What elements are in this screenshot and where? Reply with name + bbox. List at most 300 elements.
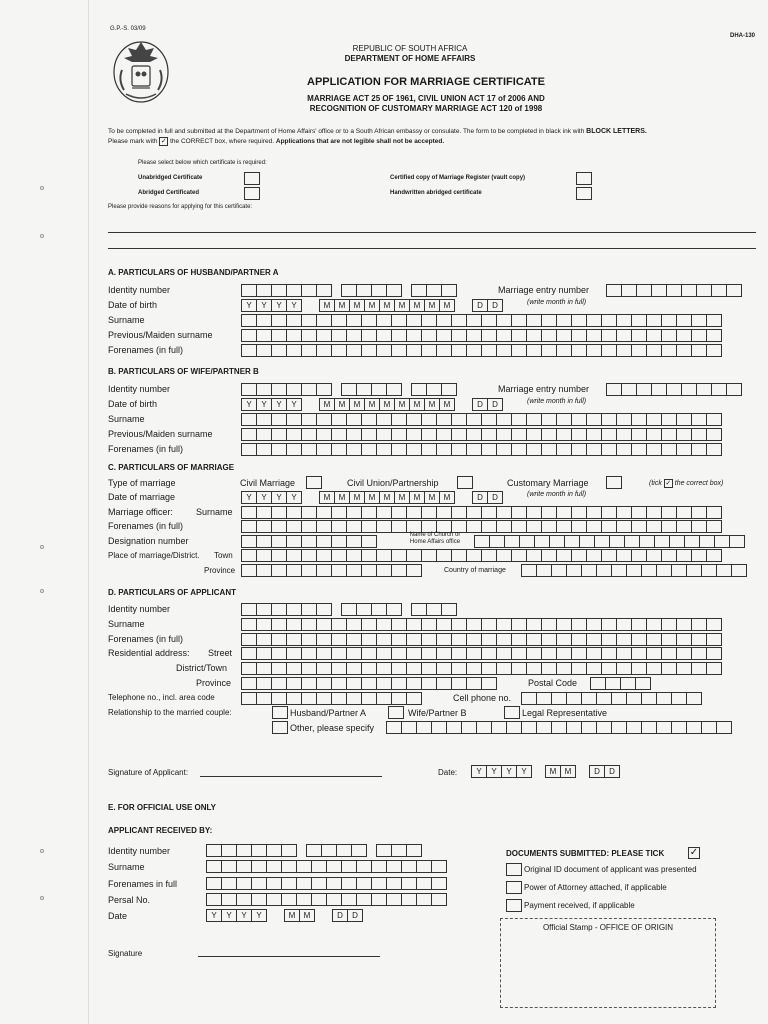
char-cell[interactable] (551, 692, 567, 705)
char-cell[interactable] (241, 383, 257, 396)
char-cell[interactable] (251, 860, 267, 873)
char-cell[interactable] (526, 520, 542, 533)
char-cell[interactable] (601, 314, 617, 327)
char-cell[interactable] (526, 443, 542, 456)
char-cell[interactable] (241, 520, 257, 533)
char-cell[interactable] (691, 413, 707, 426)
char-cell[interactable] (556, 314, 572, 327)
char-cell[interactable] (511, 413, 527, 426)
char-cell[interactable] (446, 721, 462, 734)
char-cell[interactable] (451, 647, 467, 660)
char-cell[interactable] (416, 721, 432, 734)
char-cell[interactable] (676, 329, 692, 342)
char-cell[interactable] (481, 428, 497, 441)
char-cell[interactable] (331, 314, 347, 327)
char-cell[interactable]: M (409, 398, 425, 411)
char-cell[interactable] (316, 520, 332, 533)
certified-copy-checkbox[interactable] (576, 172, 592, 185)
char-cell[interactable]: D (472, 398, 488, 411)
char-cell[interactable] (635, 677, 651, 690)
char-cell[interactable] (466, 549, 482, 562)
char-cell[interactable] (391, 647, 407, 660)
char-cell[interactable] (376, 662, 392, 675)
char-cell[interactable] (361, 413, 377, 426)
char-cell[interactable] (341, 383, 357, 396)
char-cell[interactable] (406, 443, 422, 456)
char-cell[interactable] (206, 844, 222, 857)
char-cell[interactable] (556, 413, 572, 426)
char-cell[interactable] (601, 549, 617, 562)
char-cell[interactable]: M (379, 491, 395, 504)
char-cell[interactable]: M (409, 491, 425, 504)
char-cell[interactable] (436, 647, 452, 660)
char-cell[interactable] (496, 428, 512, 441)
char-cell[interactable] (686, 564, 702, 577)
char-cell[interactable] (646, 647, 662, 660)
char-cell[interactable] (331, 506, 347, 519)
char-cell[interactable] (271, 413, 287, 426)
char-cell[interactable]: M (560, 765, 576, 778)
char-cell[interactable] (605, 677, 621, 690)
char-cell[interactable] (241, 692, 257, 705)
char-cell[interactable] (636, 284, 652, 297)
char-cell[interactable] (481, 549, 497, 562)
e-identity-input[interactable] (206, 844, 421, 857)
char-cell[interactable] (711, 383, 727, 396)
char-cell[interactable] (271, 603, 287, 616)
char-cell[interactable] (656, 564, 672, 577)
char-cell[interactable] (511, 314, 527, 327)
char-cell[interactable] (481, 506, 497, 519)
char-cell[interactable] (536, 692, 552, 705)
char-cell[interactable] (356, 877, 372, 890)
char-cell[interactable] (676, 314, 692, 327)
char-cell[interactable] (716, 721, 732, 734)
char-cell[interactable] (631, 662, 647, 675)
char-cell[interactable] (691, 662, 707, 675)
char-cell[interactable] (266, 844, 282, 857)
char-cell[interactable] (346, 535, 362, 548)
char-cell[interactable] (611, 692, 627, 705)
char-cell[interactable] (556, 618, 572, 631)
char-cell[interactable] (301, 383, 317, 396)
char-cell[interactable]: Y (471, 765, 487, 778)
char-cell[interactable] (361, 564, 377, 577)
char-cell[interactable]: M (334, 398, 350, 411)
c-forenames-input[interactable] (241, 520, 721, 533)
char-cell[interactable] (541, 618, 557, 631)
char-cell[interactable] (301, 535, 317, 548)
char-cell[interactable] (631, 520, 647, 533)
char-cell[interactable] (301, 603, 317, 616)
char-cell[interactable] (361, 662, 377, 675)
char-cell[interactable] (496, 413, 512, 426)
char-cell[interactable] (271, 329, 287, 342)
char-cell[interactable] (256, 535, 272, 548)
char-cell[interactable] (671, 564, 687, 577)
char-cell[interactable] (691, 428, 707, 441)
char-cell[interactable] (341, 877, 357, 890)
char-cell[interactable] (286, 692, 302, 705)
char-cell[interactable] (301, 520, 317, 533)
char-cell[interactable] (541, 344, 557, 357)
char-cell[interactable] (526, 506, 542, 519)
char-cell[interactable] (256, 564, 272, 577)
doc3-checkbox[interactable] (506, 899, 522, 912)
char-cell[interactable]: D (604, 765, 620, 778)
char-cell[interactable] (356, 893, 372, 906)
char-cell[interactable] (346, 520, 362, 533)
char-cell[interactable] (286, 662, 302, 675)
char-cell[interactable] (571, 520, 587, 533)
char-cell[interactable] (346, 677, 362, 690)
char-cell[interactable] (511, 618, 527, 631)
char-cell[interactable] (616, 506, 632, 519)
char-cell[interactable] (706, 344, 722, 357)
char-cell[interactable] (391, 677, 407, 690)
char-cell[interactable] (696, 284, 712, 297)
char-cell[interactable]: M (364, 299, 380, 312)
char-cell[interactable] (684, 535, 700, 548)
char-cell[interactable] (316, 535, 332, 548)
char-cell[interactable]: Y (256, 299, 272, 312)
char-cell[interactable] (271, 564, 287, 577)
b-entry-input[interactable] (606, 383, 741, 396)
char-cell[interactable] (676, 428, 692, 441)
char-cell[interactable] (596, 692, 612, 705)
d-legal-checkbox[interactable] (504, 706, 520, 719)
char-cell[interactable] (271, 618, 287, 631)
char-cell[interactable] (286, 506, 302, 519)
char-cell[interactable] (401, 893, 417, 906)
char-cell[interactable] (436, 633, 452, 646)
char-cell[interactable]: M (379, 299, 395, 312)
char-cell[interactable] (651, 383, 667, 396)
char-cell[interactable] (406, 633, 422, 646)
char-cell[interactable] (436, 413, 452, 426)
char-cell[interactable] (281, 877, 297, 890)
char-cell[interactable] (691, 549, 707, 562)
char-cell[interactable] (601, 344, 617, 357)
char-cell[interactable] (441, 284, 457, 297)
char-cell[interactable]: Y (516, 765, 532, 778)
char-cell[interactable] (286, 428, 302, 441)
char-cell[interactable] (316, 344, 332, 357)
char-cell[interactable] (626, 721, 642, 734)
char-cell[interactable] (586, 618, 602, 631)
char-cell[interactable] (601, 413, 617, 426)
char-cell[interactable] (376, 520, 392, 533)
char-cell[interactable] (564, 535, 580, 548)
char-cell[interactable]: M (364, 491, 380, 504)
char-cell[interactable] (590, 677, 606, 690)
char-cell[interactable] (661, 618, 677, 631)
char-cell[interactable] (241, 535, 257, 548)
char-cell[interactable] (691, 443, 707, 456)
char-cell[interactable] (726, 383, 742, 396)
char-cell[interactable] (496, 633, 512, 646)
char-cell[interactable] (406, 344, 422, 357)
char-cell[interactable] (641, 721, 657, 734)
char-cell[interactable]: M (394, 491, 410, 504)
char-cell[interactable] (431, 893, 447, 906)
char-cell[interactable] (256, 618, 272, 631)
char-cell[interactable] (286, 647, 302, 660)
char-cell[interactable] (639, 535, 655, 548)
char-cell[interactable] (616, 344, 632, 357)
char-cell[interactable] (571, 428, 587, 441)
char-cell[interactable] (676, 344, 692, 357)
char-cell[interactable] (526, 413, 542, 426)
char-cell[interactable] (316, 633, 332, 646)
char-cell[interactable] (526, 618, 542, 631)
char-cell[interactable] (316, 443, 332, 456)
char-cell[interactable] (376, 618, 392, 631)
char-cell[interactable] (331, 443, 347, 456)
char-cell[interactable] (691, 520, 707, 533)
char-cell[interactable] (346, 413, 362, 426)
char-cell[interactable] (241, 344, 257, 357)
char-cell[interactable] (271, 428, 287, 441)
char-cell[interactable] (256, 344, 272, 357)
char-cell[interactable] (451, 506, 467, 519)
char-cell[interactable] (301, 413, 317, 426)
char-cell[interactable] (376, 314, 392, 327)
char-cell[interactable] (331, 677, 347, 690)
char-cell[interactable] (341, 860, 357, 873)
char-cell[interactable] (466, 677, 482, 690)
d-other-input[interactable] (386, 721, 731, 734)
char-cell[interactable] (316, 692, 332, 705)
char-cell[interactable] (241, 413, 257, 426)
char-cell[interactable] (481, 633, 497, 646)
char-cell[interactable] (391, 443, 407, 456)
char-cell[interactable] (556, 633, 572, 646)
char-cell[interactable] (316, 564, 332, 577)
char-cell[interactable] (646, 443, 662, 456)
char-cell[interactable] (316, 647, 332, 660)
char-cell[interactable] (361, 506, 377, 519)
char-cell[interactable] (646, 618, 662, 631)
char-cell[interactable] (676, 443, 692, 456)
char-cell[interactable] (301, 443, 317, 456)
char-cell[interactable] (481, 647, 497, 660)
char-cell[interactable] (541, 413, 557, 426)
char-cell[interactable] (661, 520, 677, 533)
char-cell[interactable] (271, 535, 287, 548)
char-cell[interactable] (286, 603, 302, 616)
char-cell[interactable]: Y (241, 491, 257, 504)
char-cell[interactable] (551, 721, 567, 734)
char-cell[interactable] (241, 633, 257, 646)
char-cell[interactable] (571, 443, 587, 456)
char-cell[interactable] (271, 383, 287, 396)
char-cell[interactable] (496, 329, 512, 342)
char-cell[interactable] (286, 677, 302, 690)
char-cell[interactable] (511, 443, 527, 456)
char-cell[interactable] (331, 413, 347, 426)
char-cell[interactable] (421, 633, 437, 646)
char-cell[interactable]: M (319, 299, 335, 312)
char-cell[interactable] (406, 428, 422, 441)
char-cell[interactable] (406, 506, 422, 519)
char-cell[interactable]: Y (251, 909, 267, 922)
char-cell[interactable] (451, 413, 467, 426)
char-cell[interactable] (526, 329, 542, 342)
char-cell[interactable] (541, 662, 557, 675)
char-cell[interactable] (611, 721, 627, 734)
char-cell[interactable] (481, 344, 497, 357)
char-cell[interactable] (241, 428, 257, 441)
char-cell[interactable] (626, 692, 642, 705)
char-cell[interactable] (416, 893, 432, 906)
char-cell[interactable] (661, 633, 677, 646)
char-cell[interactable] (549, 535, 565, 548)
char-cell[interactable] (256, 633, 272, 646)
char-cell[interactable] (391, 413, 407, 426)
char-cell[interactable] (251, 893, 267, 906)
char-cell[interactable] (646, 344, 662, 357)
char-cell[interactable] (616, 314, 632, 327)
char-cell[interactable] (341, 603, 357, 616)
reasons-line-1[interactable] (108, 232, 756, 233)
char-cell[interactable] (256, 520, 272, 533)
char-cell[interactable] (426, 603, 442, 616)
char-cell[interactable] (356, 284, 372, 297)
char-cell[interactable]: D (487, 398, 503, 411)
char-cell[interactable] (541, 329, 557, 342)
char-cell[interactable] (729, 535, 745, 548)
char-cell[interactable] (541, 520, 557, 533)
char-cell[interactable] (386, 284, 402, 297)
char-cell[interactable] (586, 413, 602, 426)
char-cell[interactable] (571, 633, 587, 646)
char-cell[interactable]: Y (256, 491, 272, 504)
char-cell[interactable] (511, 329, 527, 342)
char-cell[interactable] (706, 329, 722, 342)
char-cell[interactable] (266, 860, 282, 873)
char-cell[interactable] (406, 647, 422, 660)
char-cell[interactable] (431, 721, 447, 734)
char-cell[interactable] (286, 618, 302, 631)
d-husband-checkbox[interactable] (272, 706, 288, 719)
char-cell[interactable] (236, 893, 252, 906)
char-cell[interactable]: M (349, 491, 365, 504)
char-cell[interactable] (301, 618, 317, 631)
char-cell[interactable] (316, 413, 332, 426)
char-cell[interactable]: Y (501, 765, 517, 778)
char-cell[interactable]: Y (221, 909, 237, 922)
char-cell[interactable] (271, 506, 287, 519)
char-cell[interactable] (496, 647, 512, 660)
char-cell[interactable] (601, 329, 617, 342)
char-cell[interactable] (331, 618, 347, 631)
c-country-input[interactable] (521, 564, 746, 577)
char-cell[interactable] (221, 877, 237, 890)
char-cell[interactable] (691, 647, 707, 660)
char-cell[interactable] (451, 428, 467, 441)
char-cell[interactable] (586, 633, 602, 646)
char-cell[interactable] (656, 692, 672, 705)
b-forenames-input[interactable] (241, 443, 721, 456)
char-cell[interactable]: Y (256, 398, 272, 411)
char-cell[interactable] (406, 413, 422, 426)
char-cell[interactable]: D (332, 909, 348, 922)
char-cell[interactable] (641, 692, 657, 705)
char-cell[interactable]: M (424, 491, 440, 504)
c-church-input[interactable] (474, 535, 744, 548)
char-cell[interactable] (436, 314, 452, 327)
char-cell[interactable] (241, 647, 257, 660)
char-cell[interactable] (376, 413, 392, 426)
char-cell[interactable] (496, 506, 512, 519)
char-cell[interactable] (541, 443, 557, 456)
char-cell[interactable]: M (545, 765, 561, 778)
char-cell[interactable] (361, 314, 377, 327)
d-district-input[interactable] (241, 662, 721, 675)
char-cell[interactable] (616, 413, 632, 426)
char-cell[interactable] (301, 662, 317, 675)
char-cell[interactable] (391, 314, 407, 327)
char-cell[interactable] (541, 647, 557, 660)
char-cell[interactable] (706, 506, 722, 519)
char-cell[interactable] (421, 647, 437, 660)
char-cell[interactable] (391, 344, 407, 357)
char-cell[interactable] (301, 314, 317, 327)
char-cell[interactable] (661, 662, 677, 675)
char-cell[interactable] (571, 506, 587, 519)
char-cell[interactable] (571, 647, 587, 660)
char-cell[interactable] (556, 344, 572, 357)
char-cell[interactable] (286, 549, 302, 562)
char-cell[interactable] (636, 383, 652, 396)
char-cell[interactable] (611, 564, 627, 577)
char-cell[interactable] (646, 633, 662, 646)
char-cell[interactable] (241, 662, 257, 675)
char-cell[interactable] (361, 647, 377, 660)
char-cell[interactable] (311, 877, 327, 890)
char-cell[interactable] (466, 633, 482, 646)
char-cell[interactable] (451, 677, 467, 690)
char-cell[interactable] (286, 633, 302, 646)
char-cell[interactable] (601, 443, 617, 456)
char-cell[interactable] (511, 344, 527, 357)
handwritten-checkbox[interactable] (576, 187, 592, 200)
char-cell[interactable] (426, 383, 442, 396)
d-street-input[interactable] (241, 647, 721, 660)
char-cell[interactable] (656, 721, 672, 734)
char-cell[interactable] (421, 618, 437, 631)
char-cell[interactable] (286, 344, 302, 357)
char-cell[interactable] (676, 549, 692, 562)
char-cell[interactable]: M (439, 398, 455, 411)
char-cell[interactable] (616, 520, 632, 533)
char-cell[interactable]: Y (286, 398, 302, 411)
char-cell[interactable] (506, 721, 522, 734)
char-cell[interactable] (661, 413, 677, 426)
char-cell[interactable] (286, 535, 302, 548)
char-cell[interactable] (361, 428, 377, 441)
char-cell[interactable] (646, 662, 662, 675)
char-cell[interactable] (586, 428, 602, 441)
char-cell[interactable] (331, 647, 347, 660)
char-cell[interactable] (706, 428, 722, 441)
char-cell[interactable] (256, 692, 272, 705)
char-cell[interactable] (241, 284, 257, 297)
c-designation-input[interactable] (241, 535, 376, 548)
d-telephone-input[interactable] (241, 692, 421, 705)
char-cell[interactable] (646, 549, 662, 562)
